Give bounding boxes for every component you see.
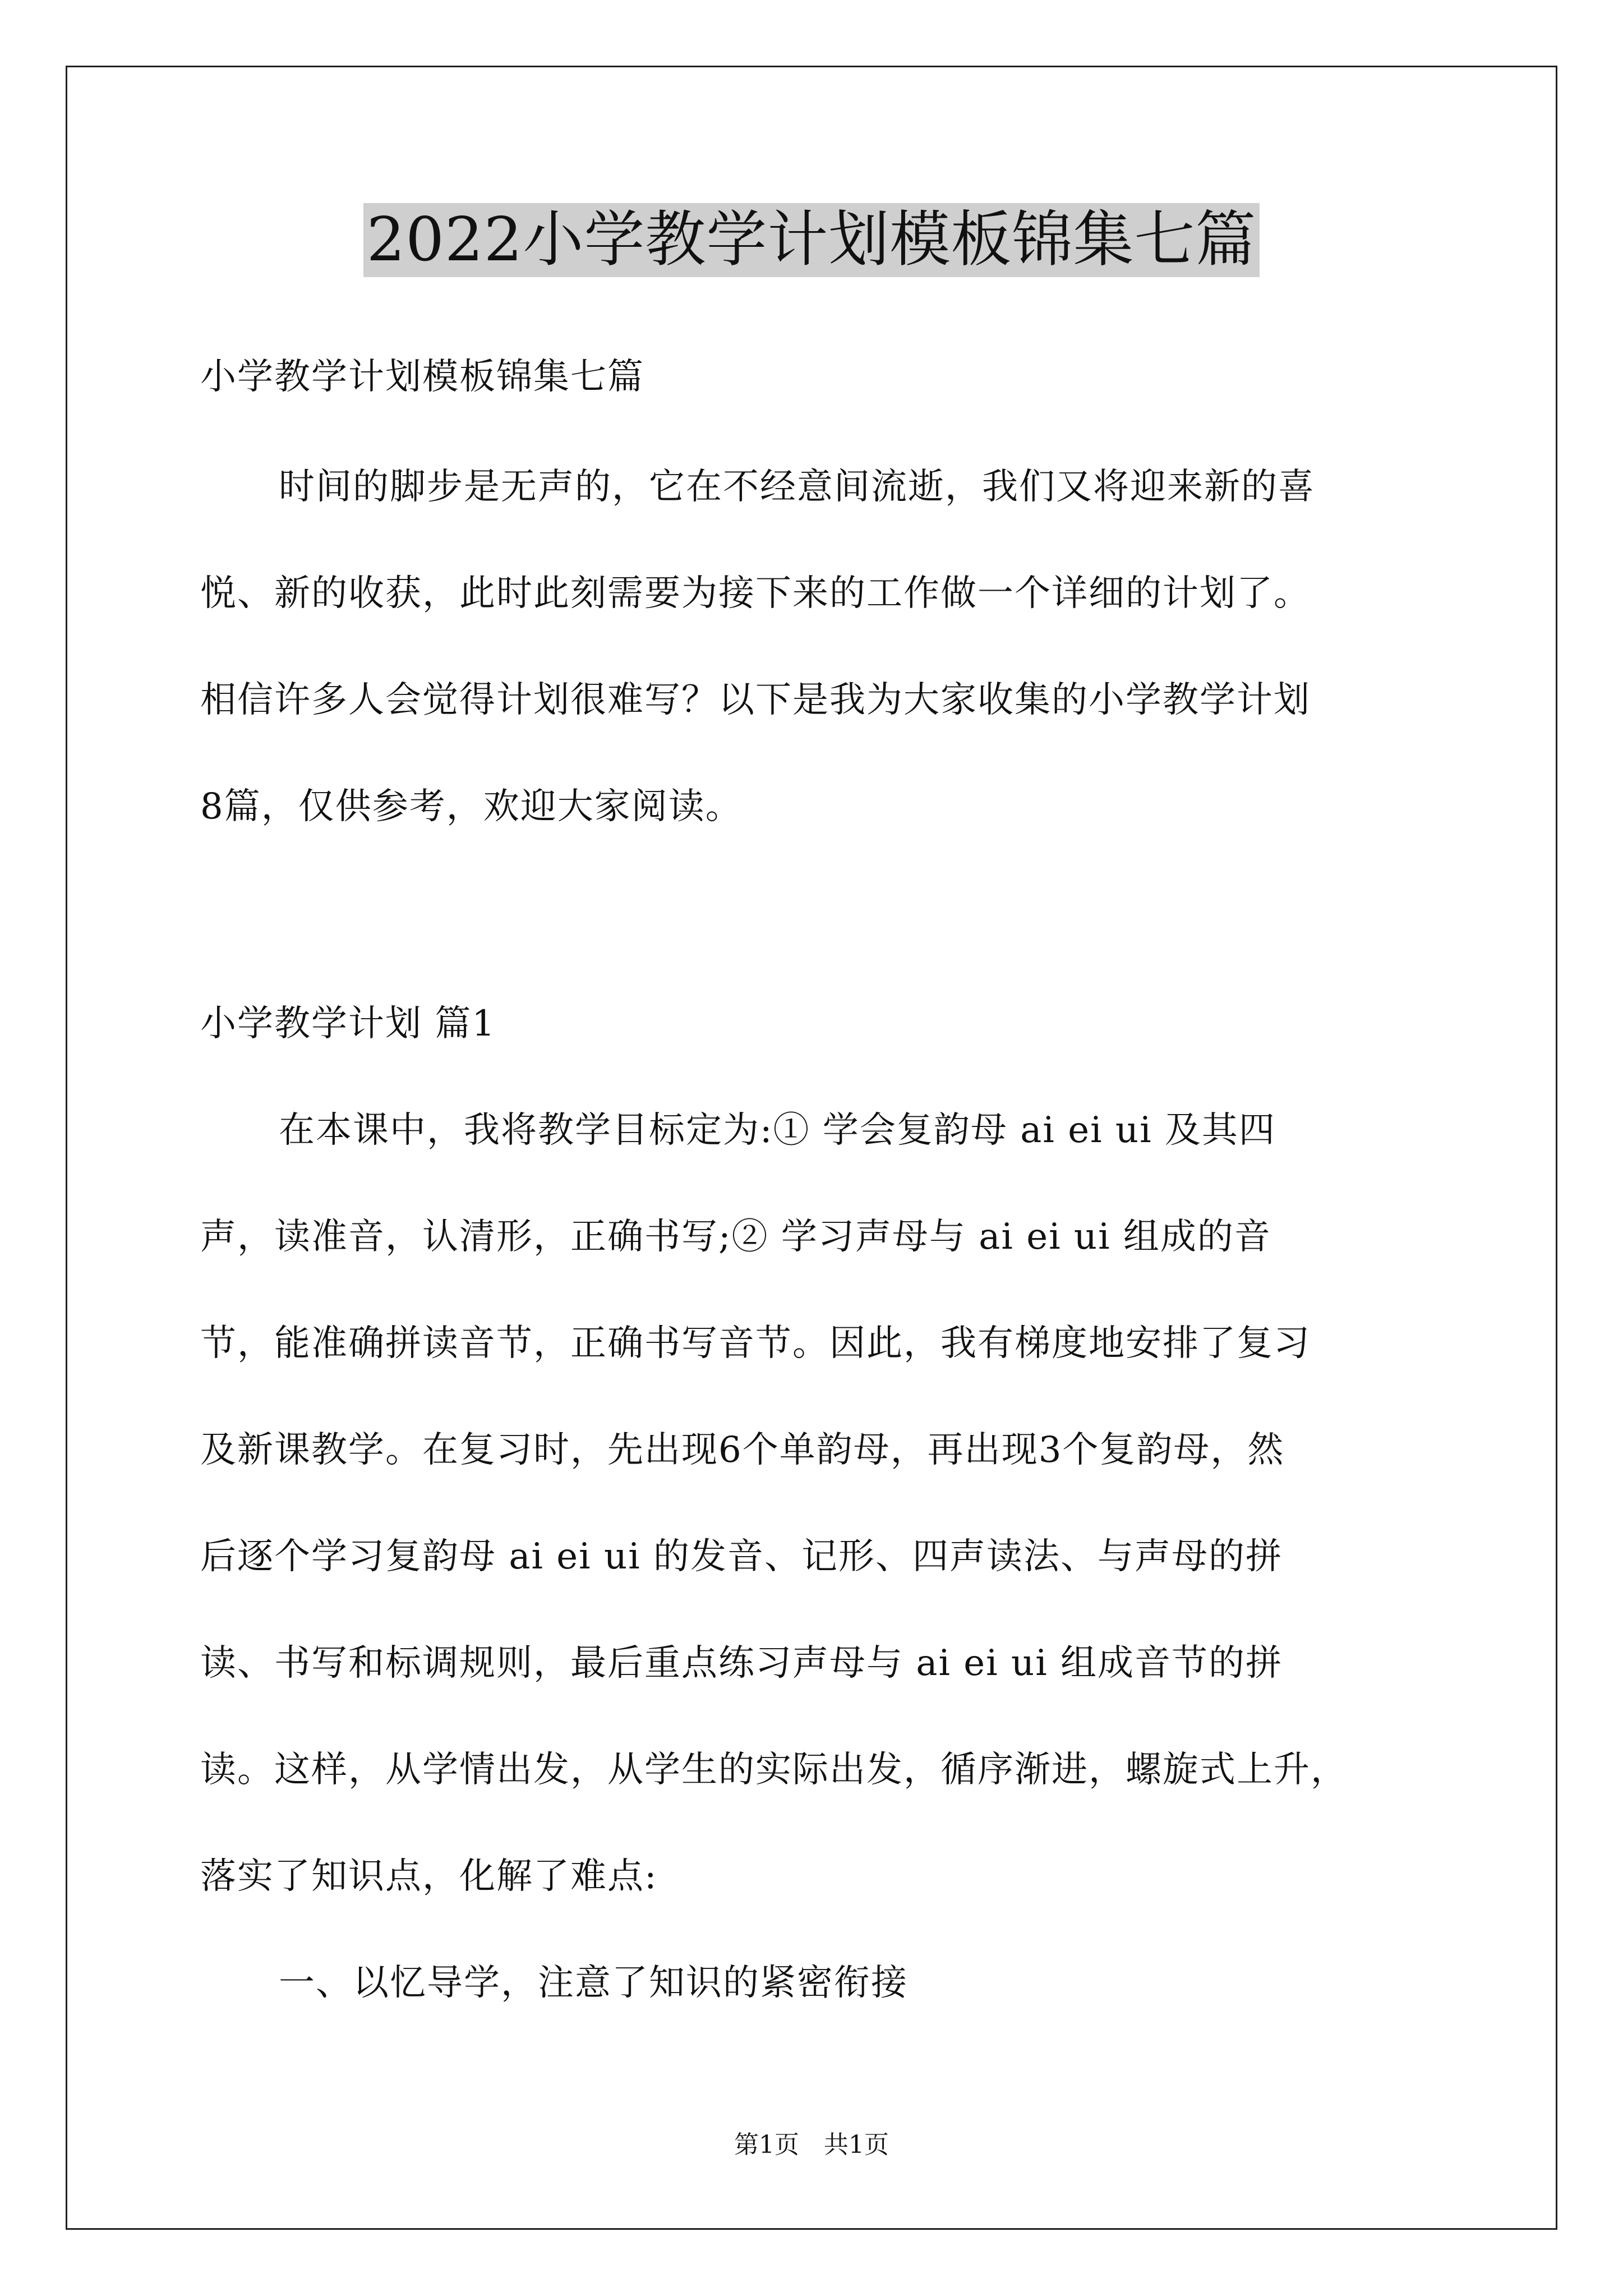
body-line: 读。这样，从学情出发，从学生的实际出发，循序渐进，螺旋式上升， [200,1749,1348,1791]
body-line: 落实了知识点，化解了难点: [200,1856,658,1897]
document-title: 2022小学教学计划模板锦集七篇 [363,203,1260,277]
section-heading: 小学教学计划 篇1 [200,1003,496,1045]
title-container [0,203,1623,277]
body-line: 节，能准确拼读音节，正确书写音节。因此，我有梯度地安排了复习 [200,1323,1311,1364]
body-line: 声，读准音，认清形，正确书写;② 学习声母与 ai ei ui 组成的音 [200,1216,1271,1258]
subheading: 一、以忆导学，注意了知识的紧密衔接 [279,1962,908,2004]
body-line: 后逐个学习复韵母 ai ei ui 的发音、记形、四声读法、与声母的拼 [200,1536,1283,1577]
body-line: 读、书写和标调规则，最后重点练习声母与 ai ei ui 组成音节的拼 [200,1642,1283,1684]
body-line: 及新课教学。在复习时，先出现6个单韵母，再出现3个复韵母，然 [200,1429,1285,1471]
body-line: 在本课中，我将教学目标定为:① 学会复韵母 ai ei ui 及其四 [279,1110,1276,1151]
intro-line: 相信许多人会觉得计划很难写？以下是我为大家收集的小学教学计划 [200,679,1311,721]
intro-line: 时间的脚步是无声的，它在不经意间流逝，我们又将迎来新的喜 [279,466,1315,508]
intro-line: 8篇，仅供参考，欢迎大家阅读。 [200,786,743,827]
page-footer: 第1页 共1页 [734,2131,889,2159]
intro-line: 悦、新的收获，此时此刻需要为接下来的工作做一个详细的计划了。 [200,573,1311,614]
document-subtitle: 小学教学计划模板锦集七篇 [200,356,644,398]
